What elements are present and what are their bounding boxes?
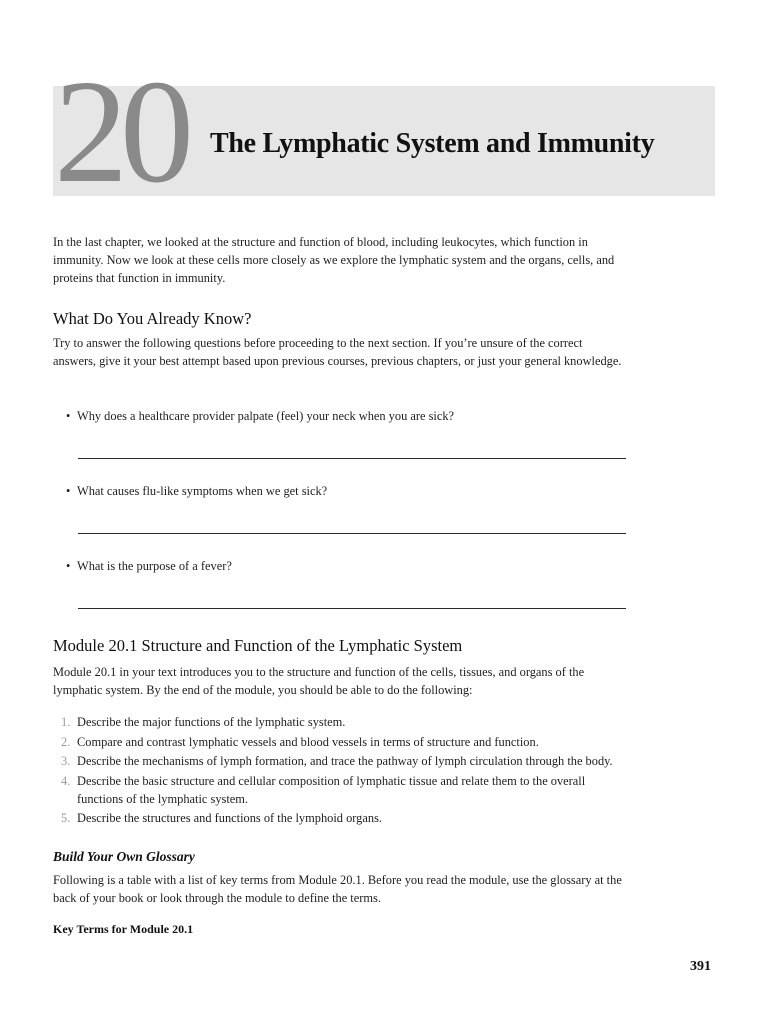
answer-line[interactable]	[78, 608, 626, 609]
objective-item	[53, 809, 633, 827]
objective-text: Describe the major functions of the lymphatic system.	[77, 715, 346, 729]
answer-line[interactable]	[78, 458, 626, 459]
objective-item	[53, 772, 633, 808]
page-number: 391	[690, 959, 711, 974]
bullet-icon: •	[66, 484, 71, 498]
question-text: What is the purpose of a fever?	[77, 559, 232, 573]
chapter-number: 20	[54, 50, 186, 214]
module-intro: Module 20.1 in your text introduces you to the structure and function of the cells, tissues, and organs of the lymphatic system. By the end of the module, you should be able to do the following:	[53, 665, 585, 697]
section-heading-what-do-you-know: What Do You Already Know?	[53, 309, 252, 328]
objective-item	[53, 733, 633, 751]
objective-item	[53, 713, 633, 731]
question-item	[66, 559, 232, 574]
objective-text: Describe the mechanisms of lymph formation, and trace the pathway of lymph circulation through the body.	[77, 754, 613, 768]
objective-item	[53, 752, 633, 770]
objective-text: Describe the structures and functions of the lymphoid organs.	[77, 811, 382, 825]
chapter-title: The Lymphatic System and Immunity	[210, 128, 655, 159]
objective-number: 1.	[61, 715, 71, 729]
question-item	[66, 484, 327, 499]
answer-line[interactable]	[78, 533, 626, 534]
bullet-icon: •	[66, 559, 71, 573]
learning-objectives-list	[53, 713, 633, 829]
question-text: Why does a healthcare provider palpate (feel) your neck when you are sick?	[77, 409, 455, 423]
know-instructions: Try to answer the following questions before proceeding to the next section. If you’re unsure of the correct answers, give it your best attempt based upon previous courses, previous chapters, or just your general knowledge.	[53, 336, 622, 368]
objective-number: 2.	[61, 734, 71, 749]
objective-text: Compare and contrast lymphatic vessels and blood vessels in terms of structure and function.	[77, 734, 539, 749]
intro-paragraph: In the last chapter, we looked at the structure and function of blood, including leukocytes, which function in immunity. Now we look at these cells more closely as we explore the lymphatic system and the organs, cells, and proteins that function in immunity.	[53, 235, 615, 285]
objective-text: Describe the basic structure and cellular composition of lymphatic tissue and relate them to the overall functions of the lymphatic system.	[77, 773, 586, 806]
objective-number: 4.	[61, 773, 71, 788]
bullet-icon: •	[66, 409, 71, 423]
objective-number: 3.	[61, 754, 71, 768]
key-terms-title: Key Terms for Module 20.1	[53, 922, 194, 936]
module-heading: Module 20.1 Structure and Function of the Lymphatic System	[53, 636, 463, 655]
question-text: What causes flu-like symptoms when we get sick?	[77, 484, 328, 498]
question-item	[66, 409, 454, 424]
glossary-heading: Build Your Own Glossary	[53, 849, 195, 864]
glossary-instructions: Following is a table with a list of key terms from Module 20.1. Before you read the module, use the glossary at the back of your book or look through the module to define the terms.	[53, 873, 622, 905]
objective-number: 5.	[61, 811, 71, 825]
